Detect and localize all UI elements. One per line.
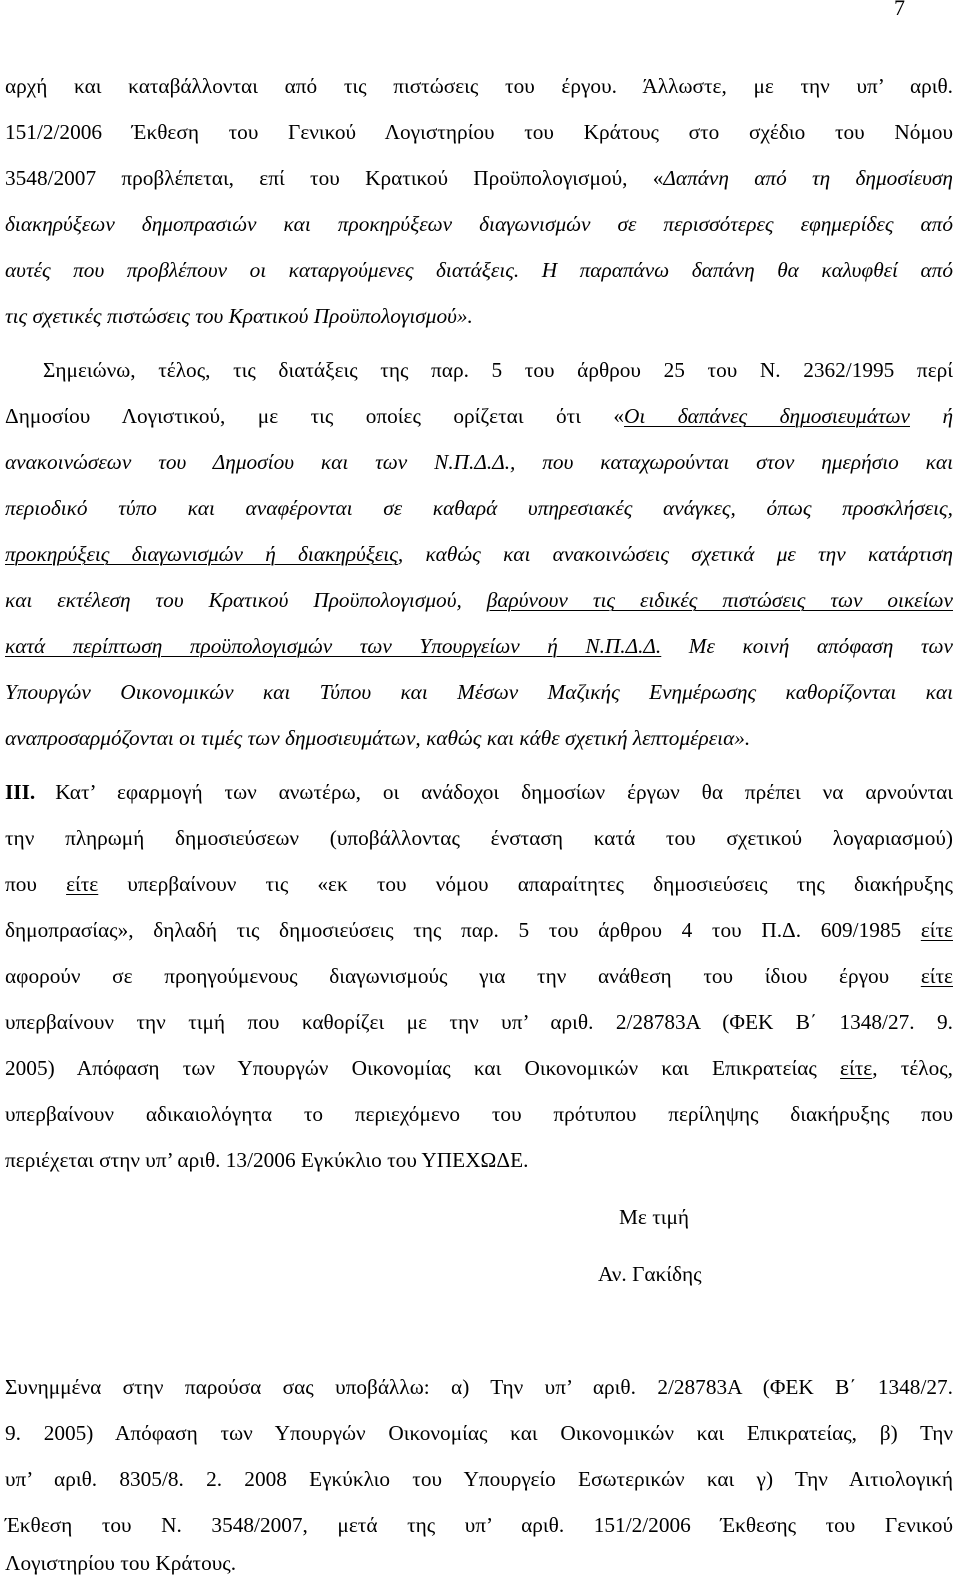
underlined-text: είτε	[66, 872, 99, 896]
signatory-name: Αν. Γακίδης	[598, 1262, 702, 1286]
text-line: υπερβαίνουν αδικαιολόγητα το περιεχόμενο του πρότυπου περίληψης διακήρυξης που	[5, 1102, 953, 1126]
underlined-text: είτε	[840, 1056, 873, 1080]
quoted-italic-text: Δαπάνη από τη δημοσίευση	[663, 166, 953, 190]
section-marker: ΙΙΙ.	[5, 780, 36, 804]
text-line: περιέχεται στην υπ’ αριθ. 13/2006 Εγκύκλιο του ΥΠΕΧΩΔΕ.	[5, 1148, 529, 1172]
underlined-italic-text: κατά περίπτωση προϋπολογισμών των Υπουργείων ή Ν.Π.Δ.Δ.	[5, 634, 662, 658]
text-run: ή	[910, 404, 954, 428]
text-run: και εκτέλεση του Κρατικού Προϋπολογισμού,	[5, 588, 487, 612]
text-line	[5, 631, 953, 661]
underlined-italic-text: Οι δαπάνες δημοσιευμάτων	[624, 404, 910, 428]
text-line: Λογιστηρίου του Κράτους.	[5, 1551, 237, 1575]
page-number: 7	[894, 0, 905, 20]
text-line: αρχή και καταβάλλονται από τις πιστώσεις του έργου. Άλλωστε, με την υπ’ αριθ.	[5, 74, 953, 98]
text-line: Σημειώνω, τέλος, τις διατάξεις της παρ. 5 του άρθρου 25 του Ν. 2362/1995 περί	[43, 358, 953, 382]
text-line	[5, 777, 953, 807]
text-run: Με κοινή απόφαση των	[661, 634, 953, 658]
text-run: που	[5, 872, 67, 896]
text-run: , τέλος,	[872, 1056, 954, 1080]
text-line: υπ’ αριθ. 8305/8. 2. 2008 Εγκύκλιο του Υπουργείο Εσωτερικών και γ) Την Αιτιολογική	[5, 1467, 953, 1491]
text-run: αφορούν σε προηγούμενους διαγωνισμούς για την ανάθεση του ίδιου έργου	[5, 964, 921, 988]
text-line	[5, 539, 953, 569]
text-line	[5, 961, 953, 991]
text-line: Συνημμένα στην παρούσα σας υποβάλλω: α) Την υπ’ αριθ. 2/28783Α (ΦΕΚ Β΄ 1348/27.	[5, 1375, 953, 1399]
text-line	[5, 585, 953, 615]
underlined-italic-text: προκηρύξεις διαγωνισμών ή διακηρύξεις	[5, 542, 398, 566]
text-line: Έκθεση του Ν. 3548/2007, μετά της υπ’ αριθ. 151/2/2006 Έκθεσης του Γενικού	[5, 1513, 953, 1537]
text-run: 3548/2007 προβλέπεται, επί του Κρατικού Προϋπολογισμού, «	[5, 166, 664, 190]
text-line: Υπουργών Οικονομικών και Τύπου και Μέσων Μαζικής Ενημέρωσης καθορίζονται και	[5, 680, 953, 704]
text-line: ανακοινώσεων του Δημοσίου και των Ν.Π.Δ.Δ., που καταχωρούνται στον ημερήσιο και	[5, 450, 953, 474]
text-line: αυτές που προβλέπουν οι καταργούμενες διατάξεις. Η παραπάνω δαπάνη θα καλυφθεί από	[5, 258, 953, 282]
text-run: , καθώς και ανακοινώσεις σχετικά με την κατάρτιση	[397, 542, 953, 566]
text-line: διακηρύξεων δημοπρασιών και προκηρύξεων διαγωνισμών σε περισσότερες εφημερίδες από	[5, 212, 953, 236]
text-line: τις σχετικές πιστώσεις του Κρατικού Προϋπολογισμού».	[5, 304, 473, 328]
text-line: 9. 2005) Απόφαση των Υπουργών Οικονομίας και Οικονομικών και Επικρατείας, β) Την	[5, 1421, 953, 1445]
text-line	[5, 163, 953, 193]
text-run: υπερβαίνουν τις «εκ του νόμου απαραίτητες δημοσιεύσεις της διακήρυξης	[98, 872, 953, 896]
text-line: την πληρωμή δημοσιεύσεων (υποβάλλοντας ένσταση κατά του σχετικού λογαριασμού)	[5, 826, 953, 850]
text-run: Δημοσίου Λογιστικού, με τις οποίες ορίζεται ότι «	[5, 404, 625, 428]
underlined-text: είτε	[920, 918, 953, 942]
text-line	[5, 915, 953, 945]
text-line: περιοδικό τύπο και αναφέρονται σε καθαρά υπηρεσιακές ανάγκες, όπως προσκλήσεις,	[5, 496, 953, 520]
closing-text: Με τιμή	[619, 1205, 690, 1229]
text-line	[5, 401, 953, 431]
text-line: υπερβαίνουν την τιμή που καθορίζει με την υπ’ αριθ. 2/28783Α (ΦΕΚ Β΄ 1348/27. 9.	[5, 1010, 953, 1034]
text-line: 151/2/2006 Έκθεση του Γενικού Λογιστηρίου του Κράτους στο σχέδιο του Νόμου	[5, 120, 953, 144]
text-line: αναπροσαρμόζονται οι τιμές των δημοσιευμάτων, καθώς και κάθε σχετική λεπτομέρεια».	[5, 726, 751, 750]
text-line	[5, 1053, 953, 1083]
text-run: δημοπρασίας», δηλαδή τις δημοσιεύσεις της παρ. 5 του άρθρου 4 του Π.Δ. 609/1985	[5, 918, 921, 942]
underlined-italic-text: βαρύνουν τις ειδικές πιστώσεις των οικείων	[486, 588, 953, 612]
text-run: 2005) Απόφαση των Υπουργών Οικονομίας και Οικονομικών και Επικρατείας	[5, 1056, 841, 1080]
underlined-text: είτε	[920, 964, 953, 988]
text-line	[5, 869, 953, 899]
text-run: Κατ’ εφαρμογή των ανωτέρω, οι ανάδοχοι δημοσίων έργων θα πρέπει να αρνούνται	[55, 780, 953, 804]
